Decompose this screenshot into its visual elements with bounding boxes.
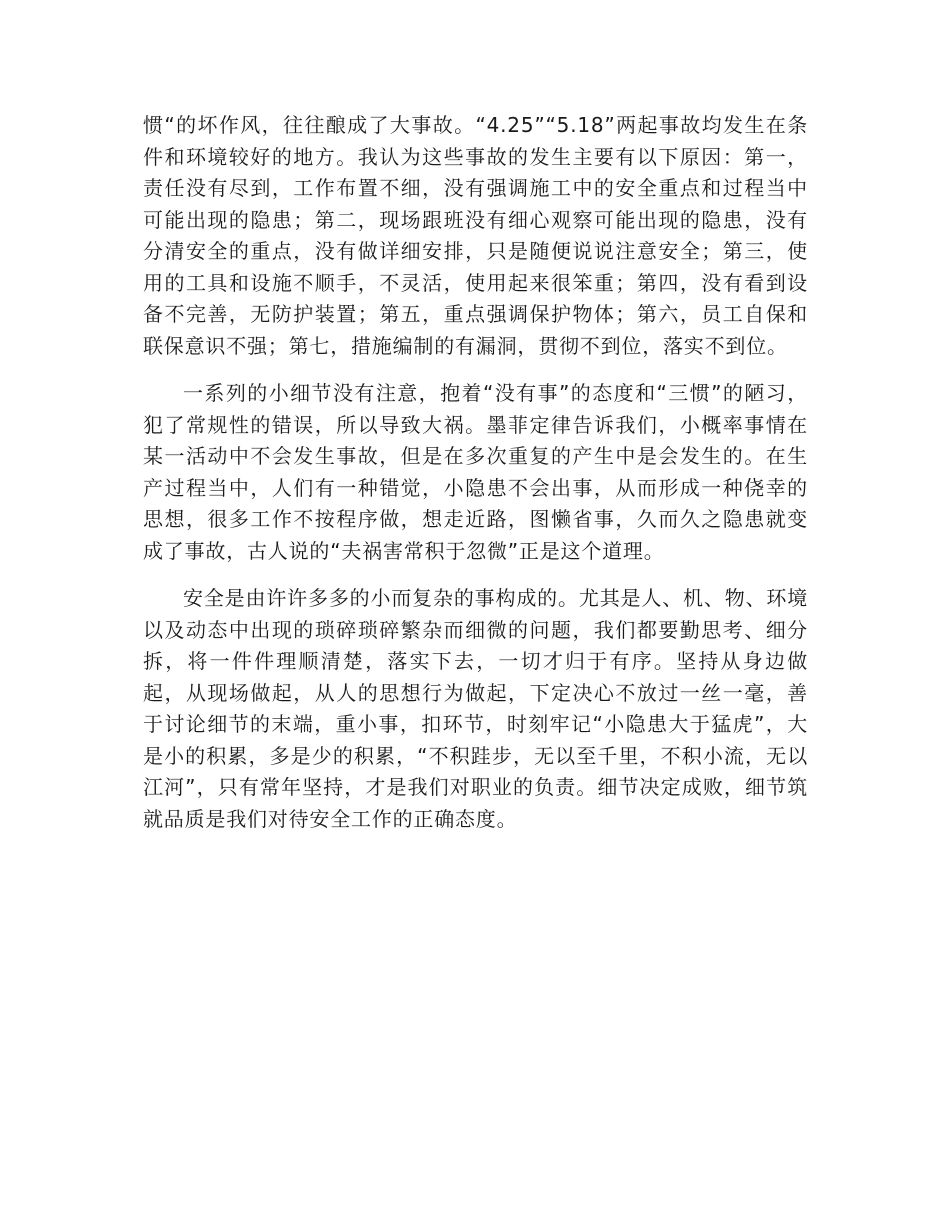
paragraph-causes: 惯“的坏作风，往往酿成了大事故。“4.25”“5.18”两起事故均发生在条件和环境较好的地方。我认为这些事故的发生主要有以下原因：第一，责任没有尽到，工作布置不细，没有强调施工中的安全重点和过程当中可能出现的隐患；第二，现场跟班没有细心观察可能出现的隐患，没有分清安全的重点，没有做详细安排，只是随便说说注意安全；第三，使用的工具和设施不顺手，不灵活，使用起来很笨重；第四，没有看到设备不完善，无防护装置；第五，重点强调保护物体；第六，员工自保和联保意识不强；第七，措施编制的有漏洞，贯彻不到位，落实不到位。 (143, 113, 808, 358)
paragraph-small-details: 一系列的小细节没有注意，抱着“没有事”的态度和“三惯”的陋习，犯了常规性的错误，所以导致大祸。墨菲定律告诉我们，小概率事情在某一活动中不会发生事故，但是在多次重复的产生中是会发生的。在生产过程当中，人们有一种错觉，小隐患不会出事，从而形成一种侥幸的思想，很多工作不按程序做，想走近路，图懒省事，久而久之隐患就变成了事故，古人说的“夫祸害常积于忽微”正是这个道理。 (143, 381, 808, 563)
paragraph-safety-attitude: 安全是由许许多多的小而复杂的事构成的。尤其是人、机、物、环境以及动态中出现的琐碎琐碎繁杂而细微的问题，我们都要勤思考、细分拆，将一件件理顺清楚，落实下去，一切才归于有序。坚持从身边做起，从现场做起，从人的思想行为做起，下定决心不放过一丝一毫，善于讨论细节的末端，重小事，扣环节，时刻牢记“小隐患大于猛虎”，大是小的积累，多是少的积累，“不积跬步，无以至千里，不积小流，无以江河”，只有常年坚持，才是我们对职业的负责。细节决定成败，细节筑就品质是我们对待安全工作的正确态度。 (143, 586, 808, 831)
document-body (143, 110, 808, 835)
